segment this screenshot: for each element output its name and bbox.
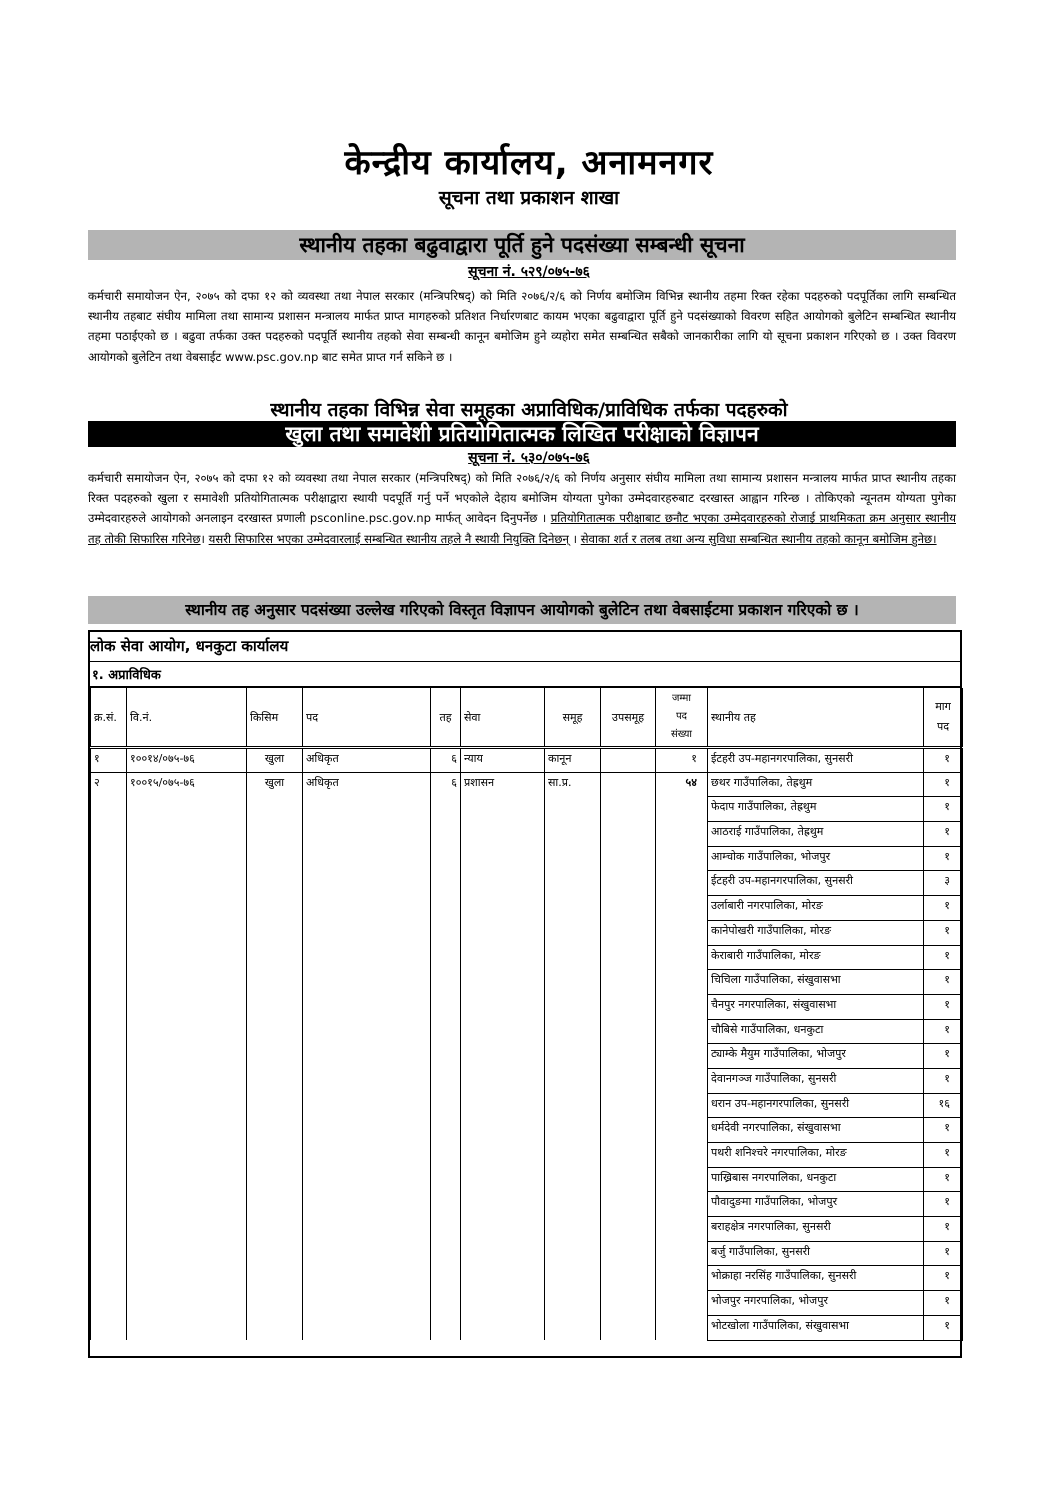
cell-level: ६ — [431, 748, 461, 773]
cell-local-level: ईटहरी उप-महानगरपालिका, सुनसरी — [708, 748, 924, 773]
notice-2-body — [88, 468, 956, 549]
table-row — [91, 748, 963, 773]
col-sn: क्र.सं. — [91, 688, 127, 748]
cell-local-level: धरान उप-महानगरपालिका, सुनसरी — [708, 1093, 924, 1118]
table-row — [91, 772, 963, 797]
office-title: केन्द्रीय कार्यालय, अनामनगर — [344, 143, 714, 183]
col-local-level: स्थानीय तह — [708, 688, 924, 748]
cell-local-level: उर्लाबारी नगरपालिका, मोरङ — [708, 896, 924, 921]
office-name: लोक सेवा आयोग, धनकुटा कार्यालय — [90, 637, 289, 655]
notice-1-title: स्थानीय तहका बढुवाद्वारा पूर्ति हुने पदसंख्या सम्बन्धी सूचना — [299, 233, 745, 257]
cell-demand: १ — [924, 1192, 963, 1217]
col-subgroup: उपसमूह — [601, 688, 656, 748]
notice-1-number-wrap — [0, 262, 1058, 281]
cell-demand: १ — [924, 1143, 963, 1168]
cell-local-level: पथरी शनिश्चरे नगरपालिका, मोरङ — [708, 1143, 924, 1168]
vacancy-table — [90, 688, 963, 1341]
cell-local-level: बर्जु गाउँपालिका, सुनसरी — [708, 1241, 924, 1266]
col-level: तह — [431, 688, 461, 748]
cell-demand: १ — [924, 822, 963, 847]
cell-demand: १ — [924, 1019, 963, 1044]
col-total-line-3: संख्या — [671, 729, 692, 740]
cell-subgroup — [601, 748, 656, 773]
cell-type: खुला — [247, 772, 303, 1340]
cell-local-level: कानेपोखरी गाउँपालिका, मोरङ — [708, 920, 924, 945]
notice-2-title-band — [88, 421, 956, 447]
cell-total: १ — [656, 748, 708, 773]
cell-demand: १ — [924, 1068, 963, 1093]
table-header-row — [91, 688, 963, 748]
notice-2-body-c: । — [568, 531, 581, 546]
notice-2-body-b: । — [200, 531, 209, 546]
cell-demand: १ — [924, 1266, 963, 1291]
cell-local-level: छथर गाउँपालिका, तेह्रथुम — [708, 772, 924, 797]
col-group: समूह — [545, 688, 601, 748]
notice-2-body-u2: यसरी सिफारिस भएका उम्मेदवारलाई सम्बन्धित स्थानीय तहले नै स्थायी नियुक्ति दिनेछन् — [208, 531, 569, 546]
col-adv-no: वि.नं. — [127, 688, 247, 748]
divider — [90, 661, 962, 662]
cell-type: खुला — [247, 748, 303, 773]
cell-group: सा.प्र. — [545, 772, 601, 1340]
notice-2-body-a: कर्मचारी समायोजन ऐन, २०७५ को दफा १२ को व्यवस्था तथा नेपाल सरकार (मन्त्रिपरिषद्) को मिति २०७६/२/६ को निर्णय अनुसार संघीय मामिला तथा सामान्य प्रशासन मन्त्रालय मार्फत प्राप्त स्थानीय तहका रिक्त पदहरुको खुला र समावेशी प्रतियोगितात्मक परीक्षाद्वारा स्थायी पदपूर्ति गर्नु पर्ने भएकोले देहाय बमोजिम योग्यता पुगेका उम्मेदवारहरुबाट दरखास्त आह्वान गरिन्छ । तोकिएको न्यूनतम योग्यता पुगेका उम्मेदवारहरुले आयोगको अनलाइन दरखास्त प्रणाली psconline.psc.gov.np मार्फत् आवेदन दिनुपर्नेछ । — [88, 471, 956, 526]
cell-local-level: चौबिसे गाउँपालिका, धनकुटा — [708, 1019, 924, 1044]
notice-1-title-band — [88, 230, 956, 260]
cell-demand: १ — [924, 748, 963, 773]
cell-local-level: भोक्राहा नरसिंह गाउँपालिका, सुनसरी — [708, 1266, 924, 1291]
cell-demand: १ — [924, 896, 963, 921]
cell-local-level: चैनपुर नगरपालिका, संखुवासभा — [708, 994, 924, 1019]
cell-service: न्याय — [461, 748, 545, 773]
notice-2-number: सूचना नं. ५३०/०७५-७६ — [468, 450, 590, 466]
cell-demand: १ — [924, 772, 963, 797]
cell-demand: १ — [924, 1241, 963, 1266]
cell-local-level: ट्याम्के मैयुम गाउँपालिका, भोजपुर — [708, 1044, 924, 1069]
cell-demand: १ — [924, 1291, 963, 1316]
cell-demand: १६ — [924, 1093, 963, 1118]
cell-local-level: फेदाप गाउँपालिका, तेह्रथुम — [708, 797, 924, 822]
cell-local-level: आम्चोक गाउँपालिका, भोजपुर — [708, 846, 924, 871]
cell-service: प्रशासन — [461, 772, 545, 1340]
cell-local-level: बराहक्षेत्र नगरपालिका, सुनसरी — [708, 1217, 924, 1242]
cell-demand: १ — [924, 1044, 963, 1069]
notice-2-title-1-wrap — [0, 396, 1058, 422]
col-post: पद — [303, 688, 431, 748]
cell-local-level: धर्मदेवी नगरपालिका, संखुवासभा — [708, 1118, 924, 1143]
section-title: सूचना तथा प्रकाशन शाखा — [438, 187, 620, 209]
cell-demand: १ — [924, 970, 963, 995]
cell-demand: १ — [924, 994, 963, 1019]
cell-post: अधिकृत — [303, 748, 431, 773]
notice-2-body-u1: प्रतियोगितात्मक परीक्षाबाट छनौट भएका उम्मेदवारहरुको रोजाई प्राथमिकता क्रम अनुसार स्थानीय तह तोकी सिफारिस गरिनेछ — [88, 511, 956, 546]
col-service: सेवा — [461, 688, 545, 748]
notice-2-title-2: खुला तथा समावेशी प्रतियोगितात्मक लिखित परीक्षाको विज्ञापन — [285, 422, 759, 446]
cell-demand: १ — [924, 1315, 963, 1340]
cell-local-level: ईटहरी उप-महानगरपालिका, सुनसरी — [708, 871, 924, 896]
notice-2-body-u3: सेवाका शर्त र तलब तथा अन्य सुविधा सम्बन्धित स्थानीय तहको कानून बमोजिम हुनेछ। — [580, 531, 937, 546]
notice-2-number-wrap — [0, 448, 1058, 467]
cell-local-level: पौवादुङमा गाउँपालिका, भोजपुर — [708, 1192, 924, 1217]
cell-sn: २ — [91, 772, 127, 1340]
cell-demand: १ — [924, 945, 963, 970]
cell-level: ६ — [431, 772, 461, 1340]
cell-demand: १ — [924, 920, 963, 945]
cell-demand: १ — [924, 1118, 963, 1143]
cell-local-level: चिचिला गाउँपालिका, संखुवासभा — [708, 970, 924, 995]
publication-band-text: स्थानीय तह अनुसार पदसंख्या उल्लेख गरिएको विस्तृत विज्ञापन आयोगको बुलेटिन तथा वेबसाईटमा प्रकाशन गरिएको छ । — [185, 601, 859, 619]
cell-demand: १ — [924, 846, 963, 871]
cell-local-level: देवानगञ्ज गाउँपालिका, सुनसरी — [708, 1068, 924, 1093]
cell-total: ५४ — [656, 772, 708, 1340]
publication-band — [88, 596, 956, 624]
cell-adv-no: १००१५/०७५-७६ — [127, 772, 247, 1340]
cell-local-level: केराबारी गाउँपालिका, मोरङ — [708, 945, 924, 970]
cell-local-level: पाख्रिबास नगरपालिका, धनकुटा — [708, 1167, 924, 1192]
cell-demand: १ — [924, 1217, 963, 1242]
cell-adv-no: १००१४/०७५-७६ — [127, 748, 247, 773]
col-type: किसिम — [247, 688, 303, 748]
cell-demand: १ — [924, 1167, 963, 1192]
cell-subgroup — [601, 772, 656, 1340]
cell-sn: १ — [91, 748, 127, 773]
cell-demand: ३ — [924, 871, 963, 896]
col-total-line-2: पद — [676, 711, 687, 722]
notice-1-number: सूचना नं. ५२९/०७५-७६ — [468, 264, 590, 280]
cell-post: अधिकृत — [303, 772, 431, 1340]
col-total — [656, 688, 708, 748]
notice-2-title-1: स्थानीय तहका विभिन्न सेवा समूहका अप्राविधिक/प्राविधिक तर्फका पदहरुको — [270, 399, 788, 421]
cell-local-level: भोटखोला गाउँपालिका, संखुवासभा — [708, 1315, 924, 1340]
cell-local-level: भोजपुर नगरपालिका, भोजपुर — [708, 1291, 924, 1316]
cell-group: कानून — [545, 748, 601, 773]
category-label: १. अप्राविधिक — [92, 668, 161, 683]
notice-1-body: कर्मचारी समायोजन ऐन, २०७५ को दफा १२ को व्यवस्था तथा नेपाल सरकार (मन्त्रिपरिषद्) को मिति २०७६/२/६ को निर्णय बमोजिम विभिन्न स्थानीय तहमा रिक्त रहेका पदहरुको पदपूर्तिका लागि सम्बन्धित स्थानीय तहबाट संघीय मामिला तथा सामान्य प्रशासन मन्त्रालय मार्फत प्राप्त मागहरुको प्रतिशत निर्धारणबाट कायम भएका बढुवाद्वारा पूर्ति हुने पदसंख्याको विवरण सहित आयोगको बुलेटिन सम्बन्धित स्थानीय तहमा पठाईएको छ । बढुवा तर्फका उक्त पदहरुको पदपूर्ति स्थानीय तहको सेवा सम्बन्धी कानून बमोजिम हुने व्यहोरा समेत सम्बन्धित सबैको जानकारीका लागि यो सूचना प्रकाशन गरिएको छ । उक्त विवरण आयोगको बुलेटिन तथा वेबसाईट www.psc.gov.np बाट समेत प्राप्त गर्न सकिने छ । — [88, 289, 956, 364]
col-total-line-1: जम्मा — [672, 693, 691, 704]
cell-demand: १ — [924, 797, 963, 822]
col-demand — [924, 688, 963, 748]
col-demand-line-1: माग — [935, 700, 951, 713]
cell-local-level: आठराई गाउँपालिका, तेह्रथुम — [708, 822, 924, 847]
col-demand-line-2: पद — [936, 720, 950, 733]
